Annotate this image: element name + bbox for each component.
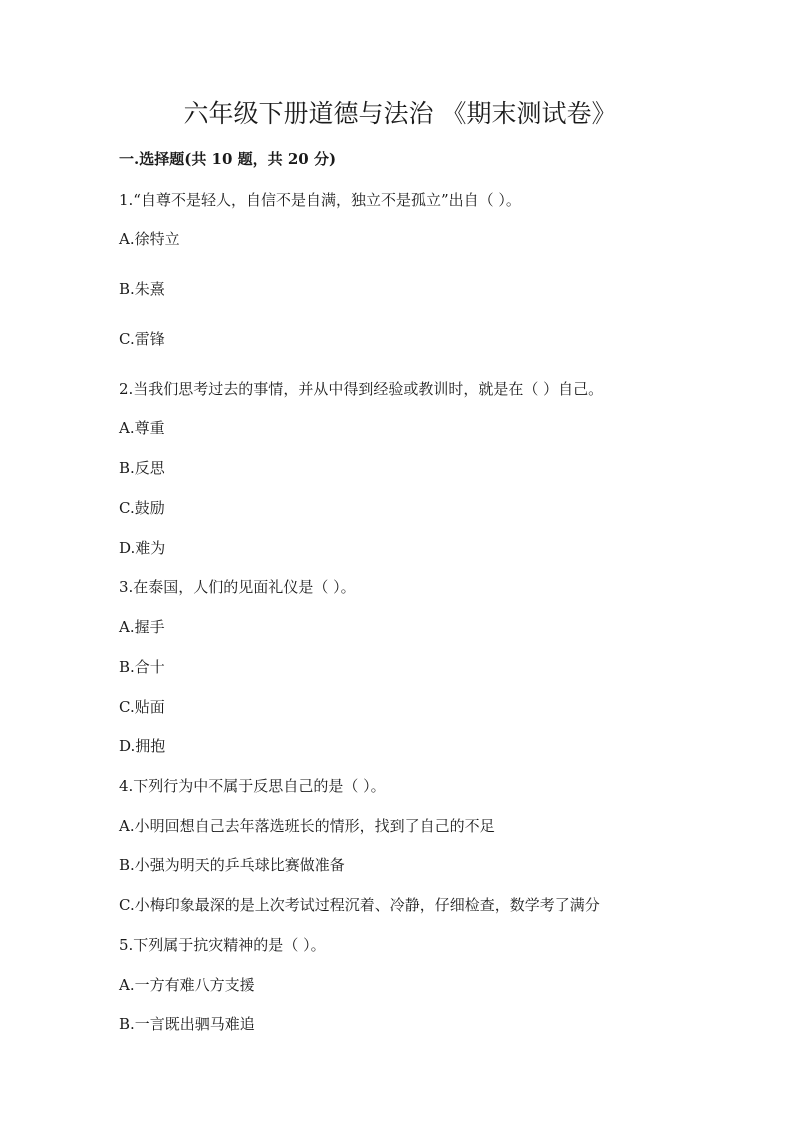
question-1-option-a: A.徐特立 xyxy=(119,230,180,248)
question-3-option-a: A.握手 xyxy=(119,618,165,636)
question-5-option-b: B.一言既出驷马难追 xyxy=(119,1015,255,1033)
question-5-option-a: A.一方有难八方支援 xyxy=(119,976,255,994)
question-2-option-b: B.反思 xyxy=(119,459,165,477)
question-2-option-c: C.鼓励 xyxy=(119,499,165,517)
question-1-option-b: B.朱熹 xyxy=(119,280,165,298)
question-3-option-c: C.贴面 xyxy=(119,698,165,716)
question-2-option-d: D.难为 xyxy=(119,539,166,557)
question-4-option-a: A.小明回想自己去年落选班长的情形，找到了自己的不足 xyxy=(119,817,495,835)
question-3-option-d: D.拥抱 xyxy=(119,737,166,755)
question-4-option-b: B.小强为明天的乒乓球比赛做准备 xyxy=(119,856,345,874)
question-3-stem: 3.在泰国，人们的见面礼仪是（ ）。 xyxy=(119,578,356,596)
question-5-stem: 5.下列属于抗灾精神的是（ ）。 xyxy=(119,936,326,954)
question-2-option-a: A.尊重 xyxy=(119,419,165,437)
section-heading: 一.选择题(共 10 题，共 20 分) xyxy=(119,150,337,168)
question-4-stem: 4.下列行为中不属于反思自己的是（ ）。 xyxy=(119,777,386,795)
question-4-option-c: C.小梅印象最深的是上次考试过程沉着、冷静，仔细检查，数学考了满分 xyxy=(119,896,600,914)
question-2-stem: 2.当我们思考过去的事情，并从中得到经验或教训时，就是在（ ）自己。 xyxy=(119,380,604,398)
question-1-stem: 1.“自尊不是轻人，自信不是自满，独立不是孤立”出自（ ）。 xyxy=(119,191,521,209)
page-title: 六年级下册道德与法治 《期末测试卷》 xyxy=(183,99,617,128)
question-1-option-c: C.雷锋 xyxy=(119,330,165,348)
question-3-option-b: B.合十 xyxy=(119,658,165,676)
